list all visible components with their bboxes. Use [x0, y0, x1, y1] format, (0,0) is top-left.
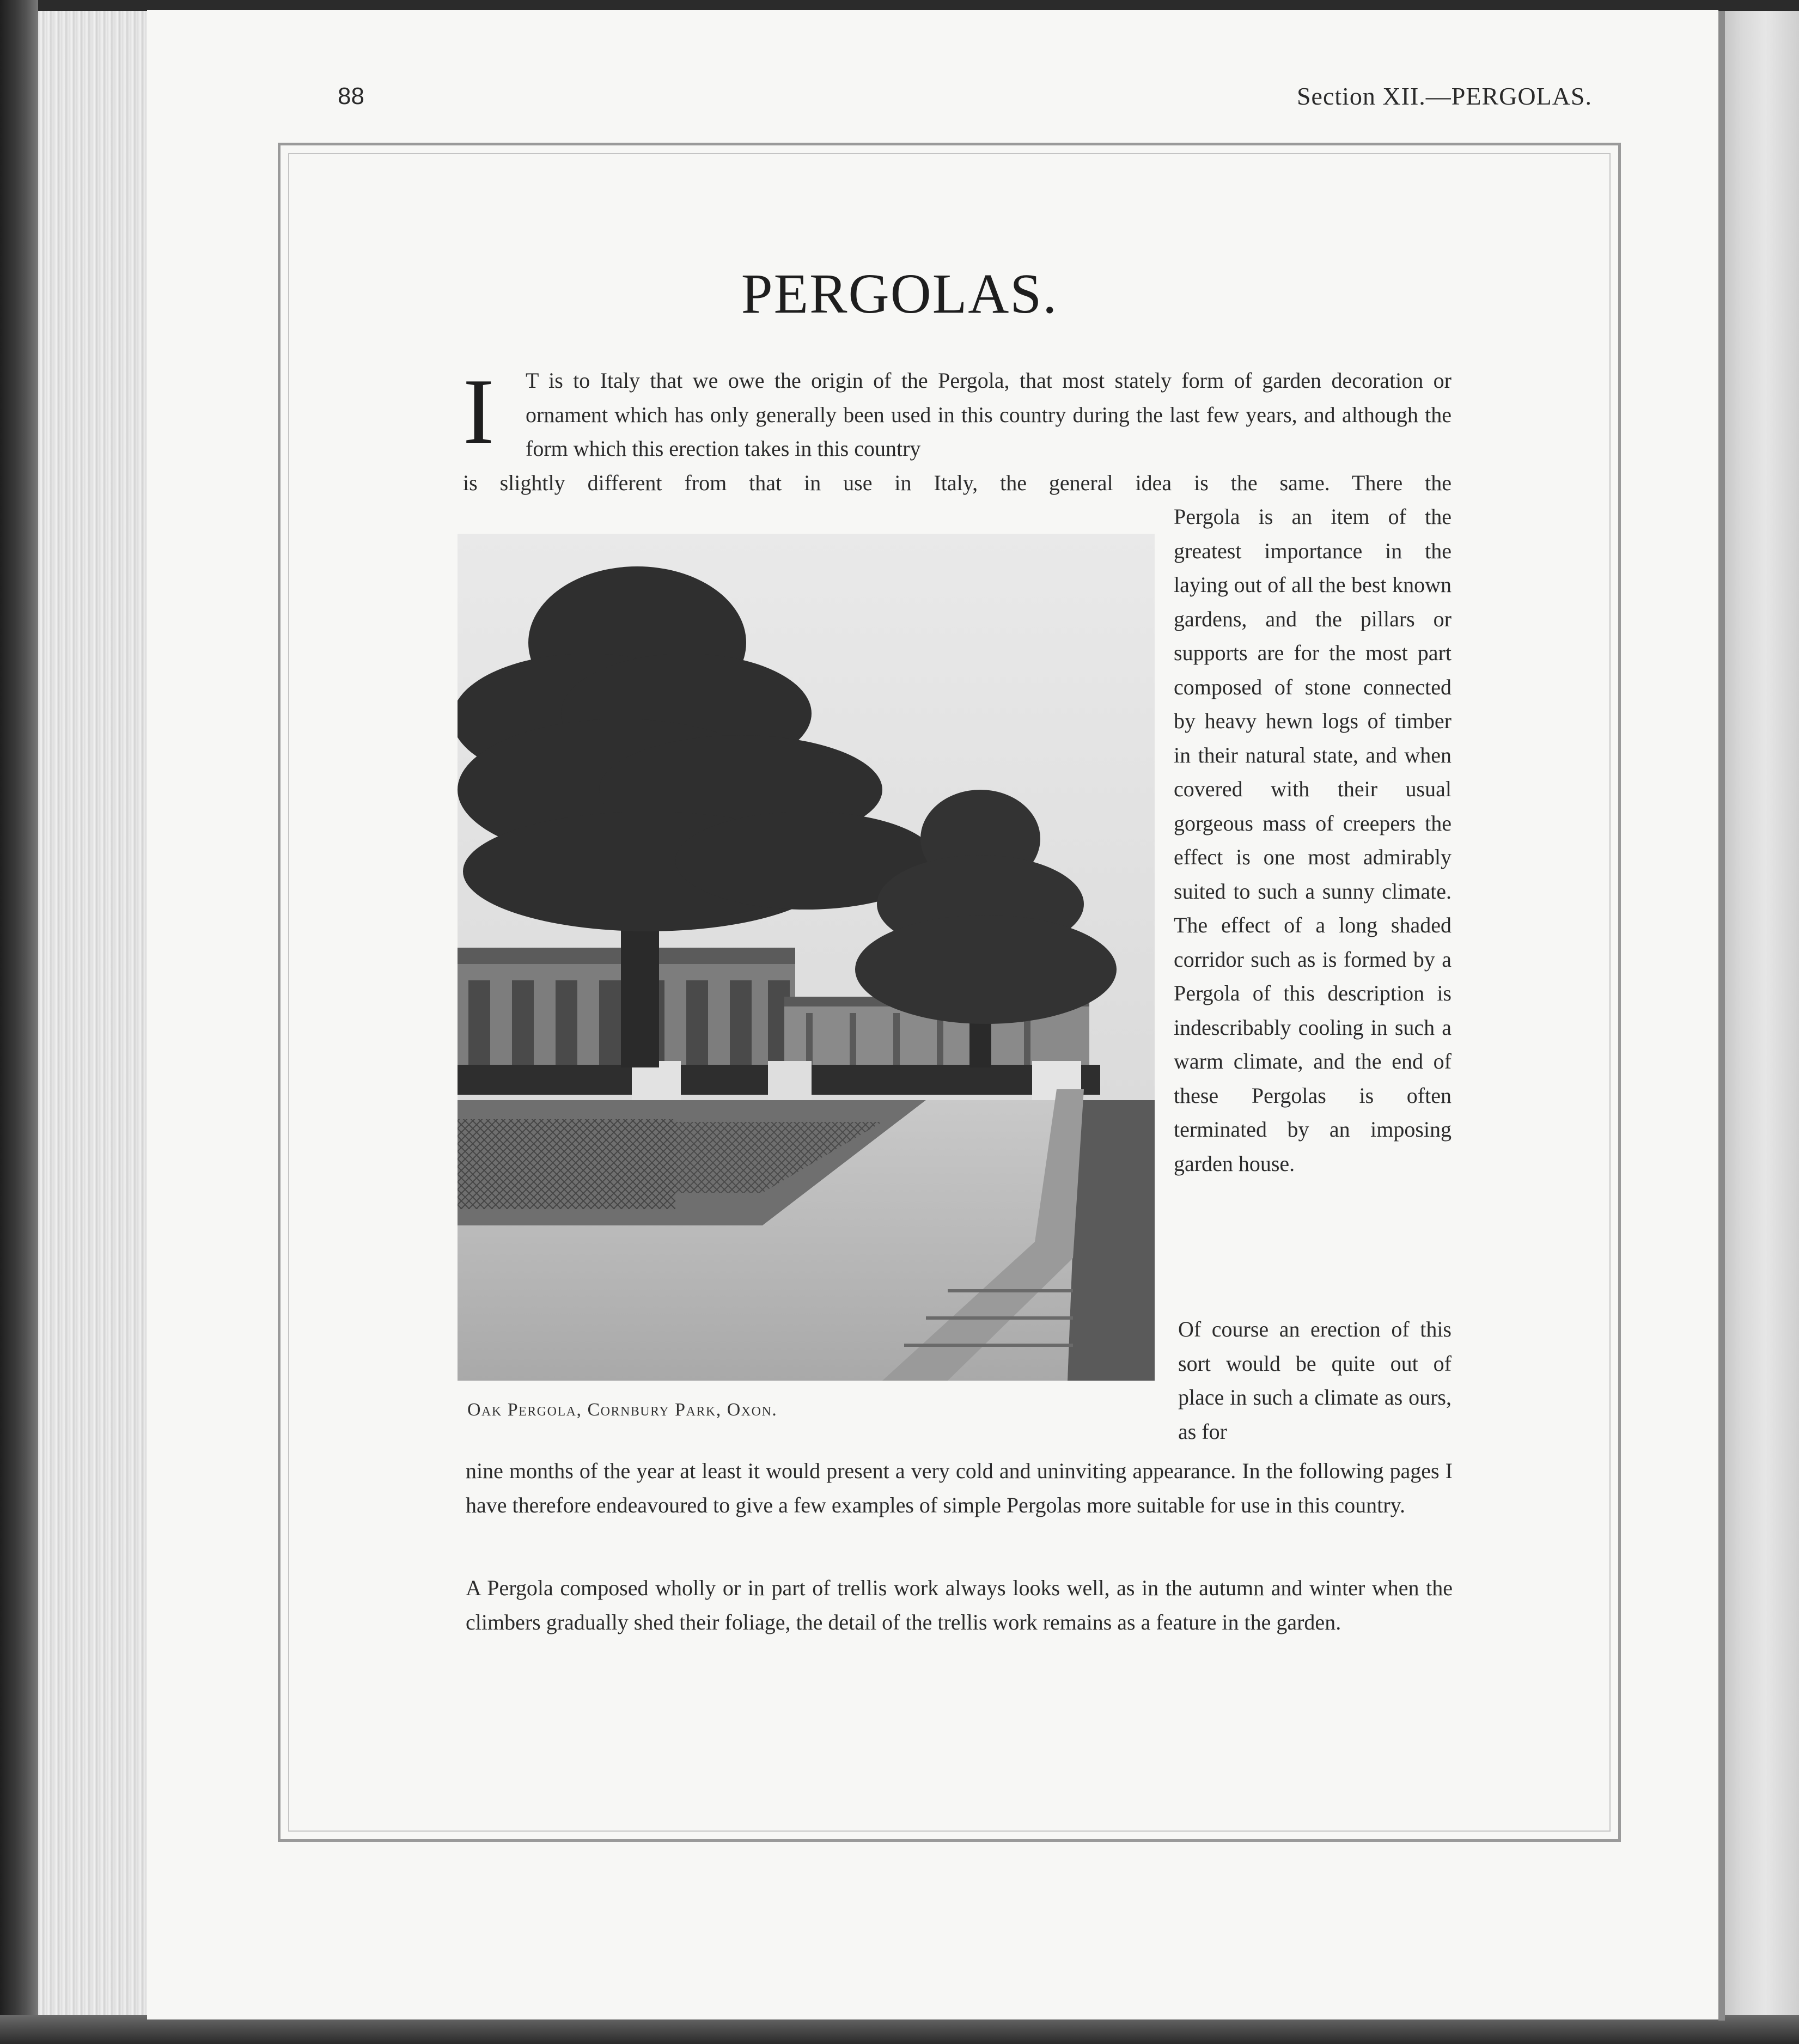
- running-head: Section XII.—PERGOLAS.: [1296, 82, 1592, 110]
- side-column-paragraph: Pergola is an item of the greatest importance in the laying out of all the best known gardens, and the pillars or supports are for the most part composed of stone connected by heavy hewn logs of timber in their natural state, and when covered with their usual gorgeous mass of creepers the effect is one most admirably suited to such a sunny climate. The effect of a long shaded corridor such as is formed by a Pergola of this description is indescribably cooling in such a warm climate, and the end of these Pergolas is often terminated by an imposing garden house.: [1174, 504, 1452, 1176]
- pergola-photo-illustration: [458, 534, 1155, 1381]
- side-column-paragraph-2: Of course an erection of this sort would be quite out of place in such a climate as ours, as for: [1178, 1317, 1452, 1444]
- drop-cap: I: [463, 360, 495, 463]
- paragraph-after-figure: nine months of the year at least it would present a very cold and uninviting appearance. In the following pages I have therefore endeavoured to give a few examples of simple Pergolas more suitable for use in this country.: [466, 1459, 1453, 1517]
- figure-caption-text: Oak Pergola, Cornbury Park, Oxon.: [467, 1400, 778, 1420]
- article-title: PERGOLAS.: [741, 263, 1058, 325]
- closing-paragraph: A Pergola composed wholly or in part of trellis work always looks well, as in the autumn and winter when the climbers gradually shed their foliage, the detail of the trellis work remains as a feature in the garden.: [466, 1576, 1453, 1634]
- figure-caption: [467, 1400, 777, 1420]
- figure-photo: [458, 534, 1155, 1381]
- intro-paragraph-indented: T is to Italy that we owe the origin of the Pergola, that most stately form of garden decoration or ornament which has only generally been used in this country during the last few years, and although the form which this erection takes in this country: [526, 368, 1452, 461]
- intro-paragraph-full-width: is slightly different from that in use in Italy, the general idea is the same. There the: [463, 471, 1452, 495]
- page-number: 88: [338, 83, 364, 109]
